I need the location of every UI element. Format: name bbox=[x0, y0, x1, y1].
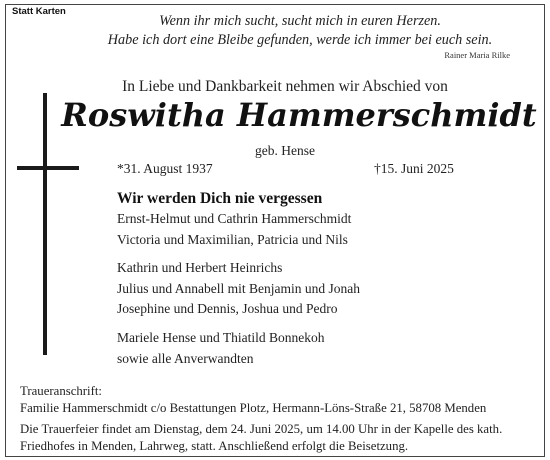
poem-line: Wenn ihr mich sucht, sucht mich in euren Herzen. bbox=[159, 13, 441, 29]
deceased-name: Roswitha Hammerschmidt bbox=[61, 96, 537, 134]
poem bbox=[100, 12, 500, 50]
mourners-heading: Wir werden Dich nie vergessen bbox=[117, 190, 323, 207]
birth-date: *31. August 1937 bbox=[117, 161, 213, 176]
intro-text: In Liebe und Dankbarkeit nehmen wir Abschied von bbox=[122, 78, 448, 95]
cross-icon-bar bbox=[17, 166, 79, 170]
mourner-line: Mariele Hense und Thiatild Bonnekoh bbox=[117, 330, 325, 345]
mourner-line: Victoria und Maximilian, Patricia und Nils bbox=[117, 231, 348, 247]
mourner-line: Josephine und Dennis, Joshua und Pedro bbox=[117, 301, 338, 316]
address-label: Traueranschrift: bbox=[20, 384, 102, 398]
mourning-address: Familie Hammerschmidt c/o Bestattungen Plotz, Hermann-Löns-Straße 21, 58708 Menden bbox=[20, 401, 487, 415]
mourner-line: Ernst-Helmut und Cathrin Hammerschmidt bbox=[117, 211, 352, 226]
mourner-line: sowie alle Anverwandten bbox=[117, 350, 254, 366]
mourner-group bbox=[117, 209, 351, 250]
cross-icon bbox=[43, 93, 47, 355]
funeral-line: Die Trauerfeier findet am Dienstag, dem 24. Juni 2025, um 14.00 Uhr in der Kapelle des kath. bbox=[20, 422, 503, 436]
death-date: †15. Juni 2025 bbox=[374, 161, 454, 176]
mourner-line: Kathrin und Herbert Heinrichs bbox=[117, 260, 283, 275]
mourner-group bbox=[117, 258, 360, 320]
statt-karten-label: Statt Karten bbox=[12, 6, 66, 17]
poem-line: Habe ich dort eine Bleibe gefunden, werde ich immer bei euch sein. bbox=[107, 32, 493, 48]
birth-name: geb. Hense bbox=[255, 143, 315, 158]
mourner-group bbox=[117, 328, 324, 369]
mourner-line: Julius und Annabell mit Benjamin und Jonah bbox=[117, 280, 360, 296]
funeral-info bbox=[20, 421, 540, 454]
funeral-line: Friedhofes in Menden, Lahrweg, statt. Anschließend erfolgt die Beisetzung. bbox=[20, 438, 409, 453]
poem-author: Rainer Maria Rilke bbox=[444, 50, 510, 60]
